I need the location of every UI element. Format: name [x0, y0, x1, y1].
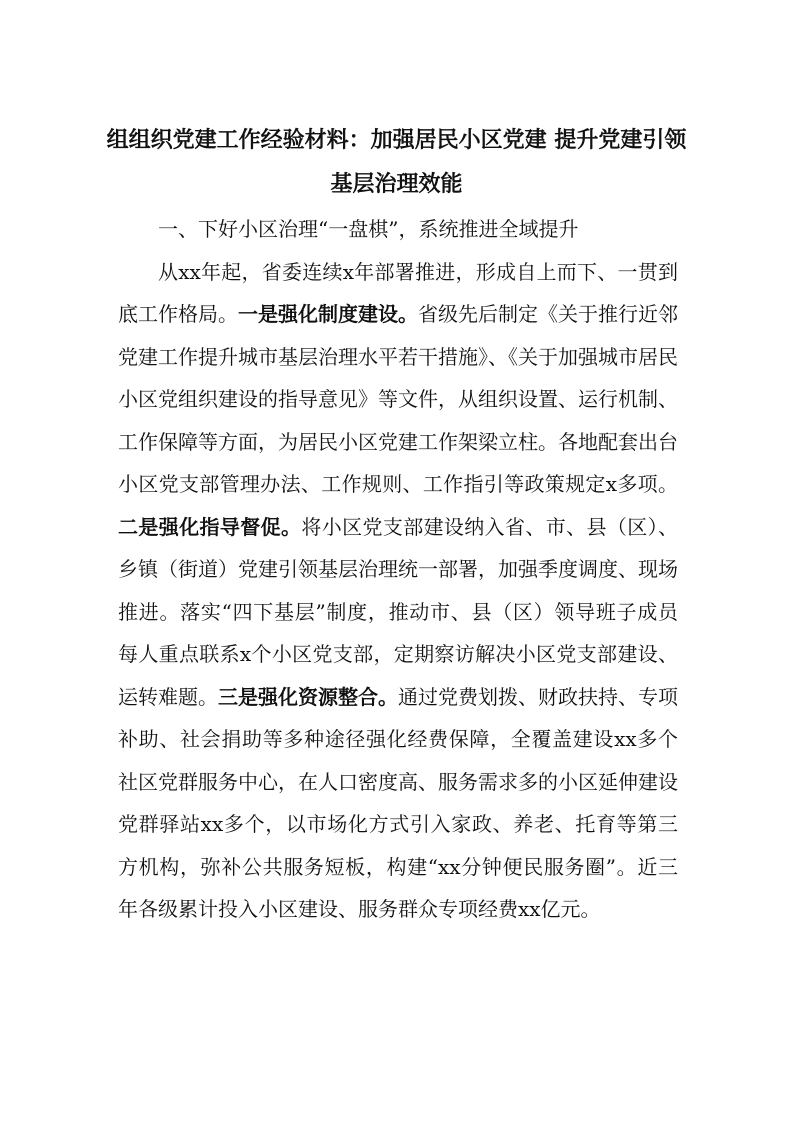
body-paragraph [118, 251, 678, 931]
document-title: 组组织党建工作经验材料：加强居民小区党建 提升党建引领基层治理效能 [106, 127, 687, 197]
point-3-label: 三是强化资源整合。 [218, 684, 398, 709]
point-1-text: 省级先后制定《关于推行近邻党建工作提升城市基层治理水平若干措施》、《关于加强城市居民小区党组织建设的指导意见》等文件，从组织设置、运行机制、工作保障等方面，为居民小区党建工作架梁立柱。各地配套出台小区党支部管理办法、工作规则、工作指引等政策规定x多项。 [118, 302, 678, 496]
point-3-text: 通过党费划拨、财政扶持、专项补助、社会捐助等多种途径强化经费保障，全覆盖建设xx多个社区党群服务中心，在人口密度高、服务需求多的小区延伸建设党群驿站xx多个，以市场化方式引入家政、养老、托育等第三方机构，弥补公共服务短板，构建“xx分钟便民服务圈”。近三年各级累计投入小区建设、服务群众专项经费xx亿元。 [118, 684, 678, 921]
document-body [118, 208, 678, 931]
point-2-label: 二是强化指导督促。 [118, 514, 302, 539]
paragraph-intro: 从xx年起，省委连续x年部署推进，形成自上而下、一贯到底工作格局。 [118, 259, 678, 326]
point-1-label: 一是强化制度建设。 [238, 302, 418, 326]
point-2-text: 将小区党支部建设纳入省、市、县（区）、乡镇（街道）党建引领基层治理统一部署，加强季度调度、现场推进。落实“四下基层”制度，推动市、县（区）领导班子成员每人重点联系x个小区党支部，定期察访解决小区党支部建设、运转难题。 [118, 514, 679, 709]
section-heading: 一、下好小区治理“一盘棋”，系统推进全域提升 [158, 217, 579, 241]
